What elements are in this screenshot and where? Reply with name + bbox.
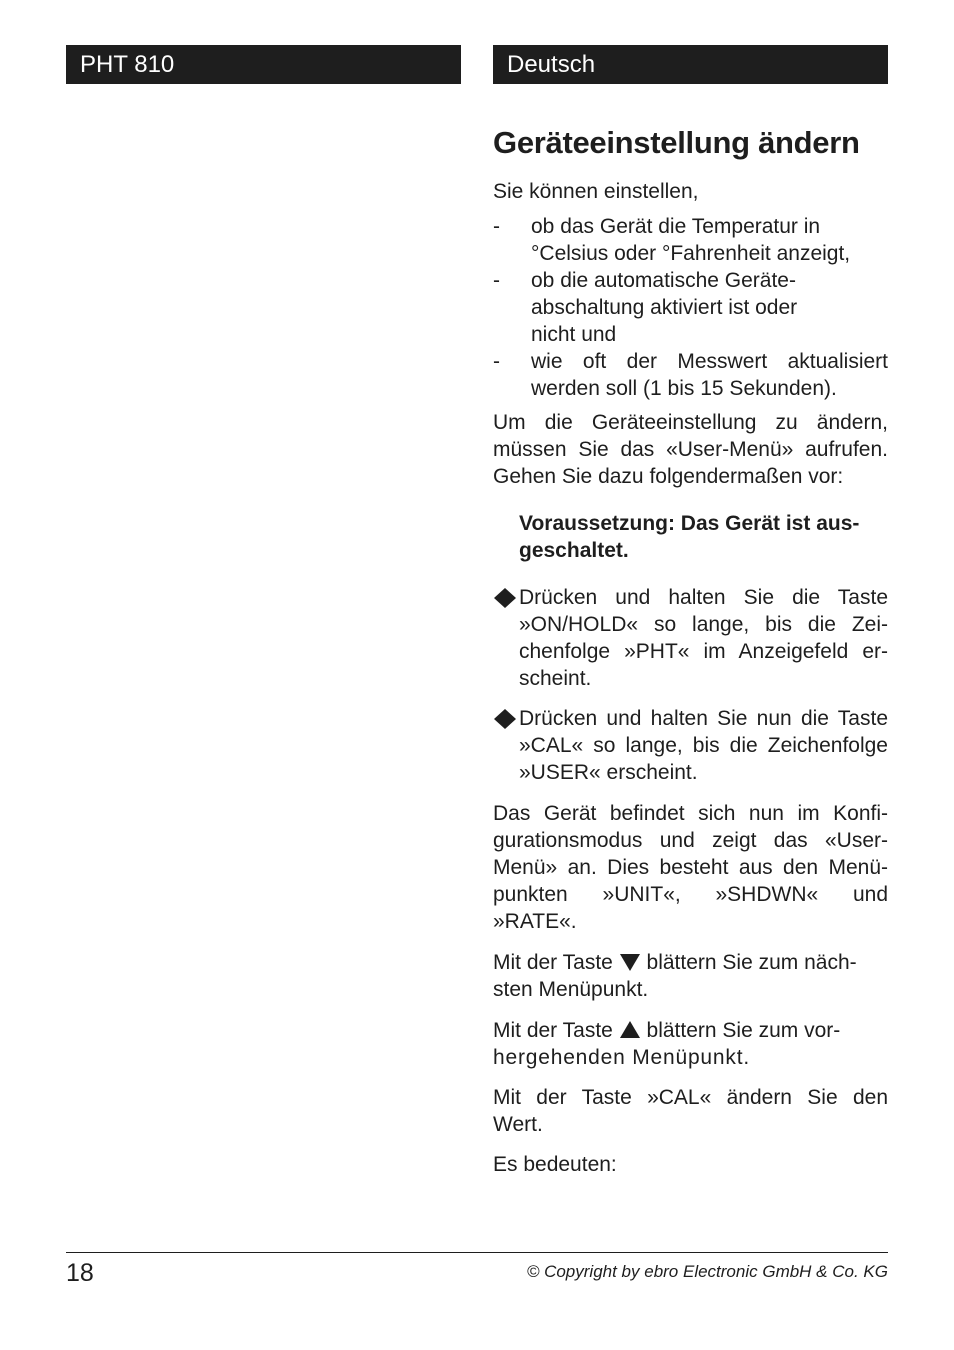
option-line: wie oft der Messwert aktualisiert (531, 350, 888, 373)
text-fragment: blättern Sie zum näch- (646, 951, 857, 974)
step-line: »USER« erscheint. (519, 761, 698, 784)
option-item-update-rate (493, 348, 888, 402)
footer-divider (66, 1252, 888, 1253)
paragraph-down-key (493, 949, 888, 1003)
paragraph-line: Wert. (493, 1113, 543, 1136)
step-line: chenfolge »PHT« im Anzeigefeld er- (519, 640, 888, 663)
step-line: Drücken und halten Sie die Taste (519, 586, 888, 609)
paragraph-config-mode (493, 800, 888, 935)
header-bar-language (493, 45, 888, 84)
text-fragment: blättern Sie zum vor- (646, 1019, 841, 1042)
step-item-cal (493, 705, 888, 786)
list-dash: - (493, 269, 500, 292)
up-triangle-icon (619, 1020, 641, 1040)
option-line: abschaltung aktiviert ist oder (531, 296, 798, 319)
model-label: PHT 810 (80, 51, 175, 78)
language-label: Deutsch (507, 51, 596, 78)
step-line: »ON/HOLD« so lange, bis die Zei- (519, 613, 888, 636)
paragraph-line: »RATE«. (493, 910, 577, 933)
option-line: ob das Gerät die Temperatur in (531, 215, 821, 238)
copyright-notice: © Copyright by ebro Electronic GmbH & Co. KG (526, 1262, 888, 1281)
paragraph-line: Mit der Taste »CAL« ändern Sie den (493, 1086, 888, 1109)
paragraph-line: müssen Sie das «User-Menü» aufrufen. (493, 438, 888, 461)
paragraph-line: gurationsmodus und zeigt das «User- (493, 829, 888, 852)
paragraph-up-key (493, 1017, 888, 1071)
option-item-auto-shutdown (493, 267, 888, 348)
text-fragment: Mit der Taste (493, 1019, 613, 1042)
diamond-bullet-icon (493, 709, 517, 729)
precondition-line: Voraussetzung: Das Gerät ist aus- (519, 512, 860, 535)
down-triangle-icon (619, 952, 641, 972)
option-line: nicht und (531, 323, 617, 346)
diamond-bullet-icon (493, 588, 517, 608)
paragraph-line: Das Gerät befindet sich nun im Konfi- (493, 802, 888, 825)
section-title: Geräteeinstellung ändern (493, 125, 860, 160)
text-fragment: Mit der Taste (493, 951, 613, 974)
precondition-line: geschaltet. (519, 539, 629, 562)
step-line: »CAL« so lange, bis die Zeichenfolge (519, 734, 888, 757)
precondition-note (519, 510, 888, 564)
paragraph-cal-key (493, 1084, 888, 1138)
paragraph-line: punkten »UNIT«, »SHDWN« und (493, 883, 888, 906)
header-bar-model (66, 45, 461, 84)
option-line: °Celsius oder °Fahrenheit anzeigt, (531, 242, 851, 265)
step-line: scheint. (519, 667, 592, 690)
paragraph-line: Gehen Sie dazu folgendermaßen vor: (493, 465, 844, 488)
paragraph-line (493, 949, 888, 976)
paragraph-line: sten Menüpunkt. (493, 978, 649, 1001)
intro-text: Sie können einstellen, (493, 180, 699, 203)
step-item-on-hold (493, 584, 888, 692)
option-line: ob die automatische Geräte- (531, 269, 796, 292)
paragraph-meaning: Es bedeuten: (493, 1153, 617, 1176)
option-line: werden soll (1 bis 15 Sekunden). (531, 377, 837, 400)
step-line: Drücken und halten Sie nun die Taste (519, 707, 888, 730)
paragraph-user-menu (493, 409, 888, 490)
list-dash: - (493, 215, 500, 238)
list-dash: - (493, 350, 500, 373)
option-item-temperature-unit (493, 213, 888, 267)
paragraph-line: Menü» an. Dies besteht aus den Menü- (493, 856, 888, 879)
paragraph-line: hergehenden Menüpunkt. (493, 1046, 750, 1069)
paragraph-line: Um die Geräteeinstellung zu ändern, (493, 411, 888, 434)
page-number: 18 (66, 1259, 94, 1287)
paragraph-line (493, 1017, 888, 1044)
